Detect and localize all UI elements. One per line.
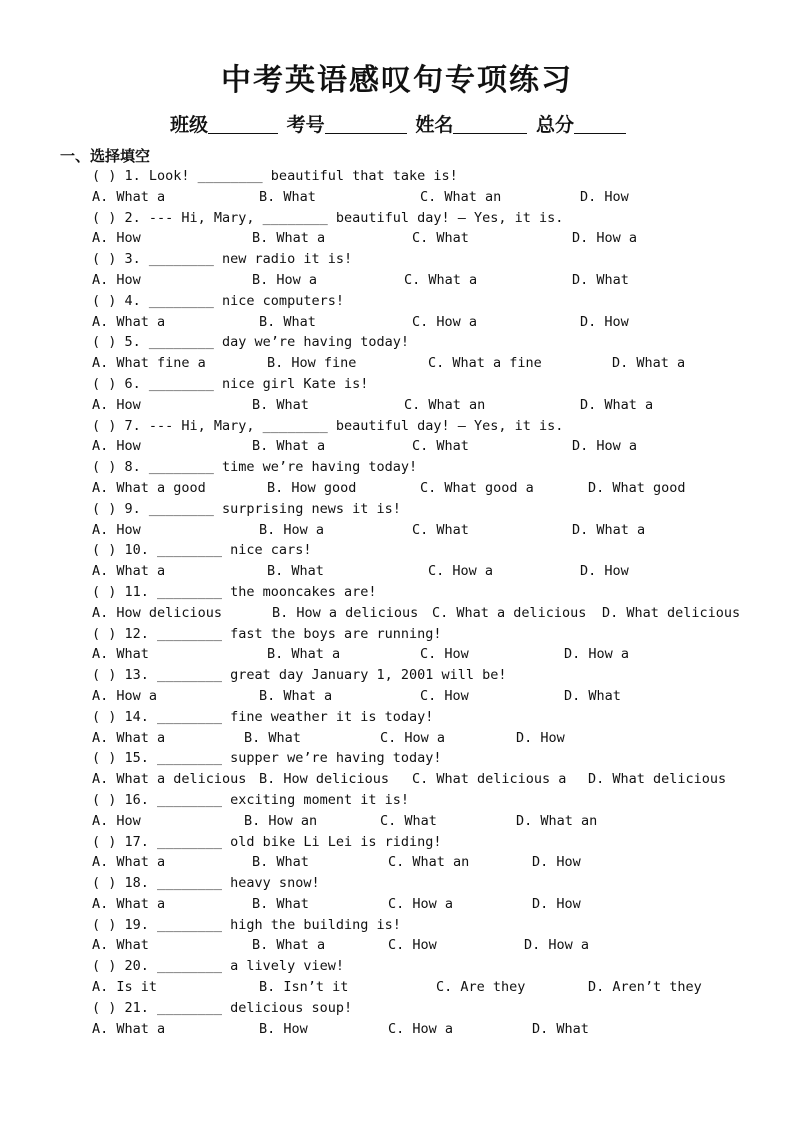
- answer-option: B. What a: [252, 937, 326, 954]
- class-blank[interactable]: [208, 115, 278, 134]
- options-row: [92, 561, 752, 582]
- answer-option: D. What an: [516, 812, 598, 829]
- question-stem: ( ) 7. --- Hi, Mary, ________ beautiful day! – Yes, it is.: [92, 417, 564, 434]
- answer-option: A. How a: [92, 687, 158, 704]
- answer-option: C. Are they: [436, 979, 526, 996]
- number-label: 考号: [286, 114, 325, 136]
- answer-option: C. What: [412, 230, 469, 247]
- answer-option: D. How a: [572, 438, 638, 455]
- options-row: [92, 686, 752, 707]
- answer-option: D. How a: [524, 937, 590, 954]
- question-stem: ( ) 19. ________ high the building is!: [92, 916, 401, 933]
- answer-option: C. What a fine: [428, 355, 542, 372]
- question-stem: ( ) 20. ________ a lively view!: [92, 958, 344, 975]
- answer-option: D. What delicious: [588, 771, 727, 788]
- answer-option: D. What: [532, 1020, 589, 1037]
- options-row: [92, 187, 752, 208]
- question-stem: ( ) 3. ________ new radio it is!: [92, 251, 353, 268]
- answer-option: A. What a: [92, 188, 166, 205]
- class-label: 班级: [170, 114, 209, 136]
- answer-option: C. What good a: [420, 479, 534, 496]
- answer-option: D. Aren’t they: [588, 979, 702, 996]
- question-stem: ( ) 17. ________ old bike Li Lei is riding!: [92, 833, 442, 850]
- options-row: [92, 811, 752, 832]
- answer-option: A. What a: [92, 895, 166, 912]
- options-row: [92, 228, 752, 249]
- answer-option: A. What fine a: [92, 355, 206, 372]
- options-row: [92, 478, 752, 499]
- answer-option: B. Isn’t it: [259, 979, 349, 996]
- answer-option: B. How a: [252, 271, 318, 288]
- answer-option: D. How: [516, 729, 565, 746]
- answer-option: C. What a delicious: [432, 604, 587, 621]
- answer-option: D. How a: [572, 230, 638, 247]
- answer-option: B. What: [259, 313, 316, 330]
- answer-option: C. What an: [388, 854, 470, 871]
- options-row: [92, 603, 752, 624]
- answer-option: B. What: [252, 854, 309, 871]
- question-stem: ( ) 16. ________ exciting moment it is!: [92, 791, 409, 808]
- question-stem: ( ) 9. ________ surprising news it is!: [92, 500, 401, 517]
- answer-option: C. How a: [412, 313, 478, 330]
- question-stem: ( ) 14. ________ fine weather it is today!: [92, 708, 434, 725]
- answer-option: B. How delicious: [259, 771, 390, 788]
- question-stem: ( ) 15. ________ supper we’re having today!: [92, 750, 442, 767]
- answer-option: C. What delicious a: [412, 771, 567, 788]
- question-stem: ( ) 1. Look! ________ beautiful that take is!: [92, 168, 458, 184]
- options-row: [92, 644, 752, 665]
- options-row: [92, 353, 752, 374]
- answer-option: D. What good: [588, 479, 686, 496]
- answer-option: A. How: [92, 812, 141, 829]
- question-stem: ( ) 10. ________ nice cars!: [92, 542, 312, 559]
- answer-option: B. What: [252, 396, 309, 413]
- answer-option: B. What a: [267, 646, 341, 663]
- answer-option: B. What: [267, 563, 324, 580]
- answer-option: C. How a: [388, 1020, 454, 1037]
- answer-option: A. How: [92, 271, 141, 288]
- options-row: [92, 395, 752, 416]
- name-blank[interactable]: [453, 115, 527, 134]
- options-row: [92, 769, 752, 790]
- options-row: [92, 1019, 752, 1040]
- answer-option: A. What: [92, 937, 149, 954]
- page-title: 中考英语感叹句专项练习: [221, 63, 573, 98]
- answer-option: D. What a: [580, 396, 654, 413]
- options-row: [92, 520, 752, 541]
- question-stem: ( ) 8. ________ time we’re having today!: [92, 459, 418, 476]
- answer-option: B. What a: [252, 438, 326, 455]
- student-info-line: [0, 110, 794, 137]
- answer-option: C. How a: [388, 895, 454, 912]
- answer-option: D. How: [580, 188, 629, 205]
- answer-option: C. What: [412, 438, 469, 455]
- answer-option: A. What a: [92, 313, 166, 330]
- question-stem: ( ) 12. ________ fast the boys are running!: [92, 625, 442, 642]
- number-blank[interactable]: [325, 115, 407, 134]
- answer-option: C. How a: [428, 563, 494, 580]
- answer-option: C. What a: [404, 271, 478, 288]
- score-blank[interactable]: [574, 115, 626, 134]
- answer-option: B. How a: [259, 521, 325, 538]
- question-stem: ( ) 11. ________ the mooncakes are!: [92, 583, 377, 600]
- question-stem: ( ) 21. ________ delicious soup!: [92, 999, 353, 1016]
- section-title: 一、选择填空: [60, 147, 151, 165]
- options-row: [92, 312, 752, 333]
- answer-option: D. How: [580, 563, 629, 580]
- name-label: 姓名: [415, 114, 454, 136]
- question-stem: ( ) 6. ________ nice girl Kate is!: [92, 375, 369, 392]
- answer-option: C. How: [388, 937, 437, 954]
- answer-option: D. What a: [612, 355, 686, 372]
- answer-option: C. What: [380, 812, 437, 829]
- answer-option: C. How: [420, 646, 469, 663]
- answer-option: A. How: [92, 396, 141, 413]
- answer-option: A. How delicious: [92, 604, 223, 621]
- answer-option: A. What a: [92, 563, 166, 580]
- answer-option: A. What a: [92, 729, 166, 746]
- answer-option: C. How a: [380, 729, 446, 746]
- answer-option: A. What: [92, 646, 149, 663]
- question-list: [92, 166, 752, 1039]
- answer-option: B. What: [259, 188, 316, 205]
- answer-option: A. What a: [92, 854, 166, 871]
- answer-option: D. What: [572, 271, 629, 288]
- answer-option: B. What a: [259, 687, 333, 704]
- answer-option: D. How a: [564, 646, 630, 663]
- answer-option: D. What a: [572, 521, 646, 538]
- answer-option: C. How: [420, 687, 469, 704]
- answer-option: B. How fine: [267, 355, 357, 372]
- options-row: [92, 270, 752, 291]
- answer-option: B. How an: [244, 812, 318, 829]
- question-stem: ( ) 4. ________ nice computers!: [92, 292, 344, 309]
- answer-option: B. What a: [252, 230, 326, 247]
- options-row: [92, 436, 752, 457]
- answer-option: D. What delicious: [602, 604, 741, 621]
- question-stem: ( ) 18. ________ heavy snow!: [92, 875, 320, 892]
- answer-option: D. How: [532, 854, 581, 871]
- answer-option: A. How: [92, 521, 141, 538]
- question-stem: ( ) 2. --- Hi, Mary, ________ beautiful day! – Yes, it is.: [92, 209, 564, 226]
- answer-option: A. How: [92, 438, 141, 455]
- answer-option: B. How a delicious: [272, 604, 419, 621]
- answer-option: A. What a delicious: [92, 771, 247, 788]
- options-row: [92, 935, 752, 956]
- answer-option: A. What a: [92, 1020, 166, 1037]
- question-stem: ( ) 13. ________ great day January 1, 2001 will be!: [92, 667, 507, 684]
- answer-option: C. What an: [404, 396, 486, 413]
- answer-option: A. Is it: [92, 979, 158, 996]
- options-row: [92, 977, 752, 998]
- answer-option: C. What: [412, 521, 469, 538]
- answer-option: D. How: [580, 313, 629, 330]
- answer-option: B. How: [259, 1020, 308, 1037]
- answer-option: D. How: [532, 895, 581, 912]
- score-label: 总分: [535, 114, 574, 136]
- answer-option: B. What: [244, 729, 301, 746]
- answer-option: B. What: [252, 895, 309, 912]
- answer-option: B. How good: [267, 479, 357, 496]
- answer-option: A. How: [92, 230, 141, 247]
- options-row: [92, 728, 752, 749]
- question-stem: ( ) 5. ________ day we’re having today!: [92, 334, 409, 351]
- options-row: [92, 852, 752, 873]
- answer-option: A. What a good: [92, 479, 206, 496]
- answer-option: C. What an: [420, 188, 502, 205]
- options-row: [92, 894, 752, 915]
- answer-option: D. What: [564, 687, 621, 704]
